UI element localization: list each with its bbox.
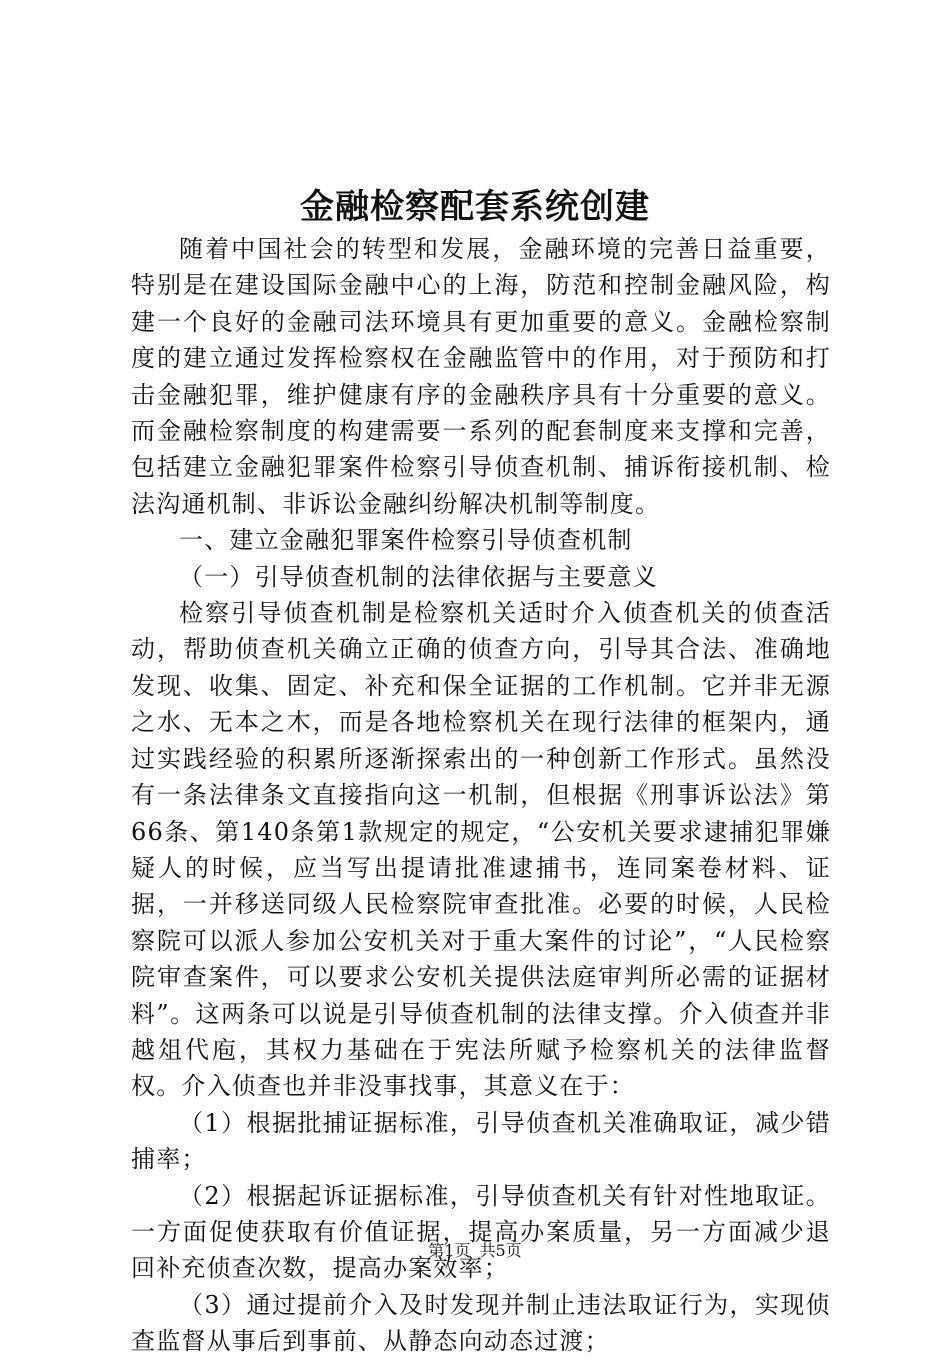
page-number: 第1页 bbox=[428, 1241, 471, 1260]
document-body bbox=[131, 231, 831, 1360]
list-item-1: （1）根据批捕证据标准，引导侦查机关准确取证，减少错捕率； bbox=[131, 1108, 831, 1174]
page-footer bbox=[0, 1240, 950, 1262]
paragraph-intro: 随着中国社会的转型和发展，金融环境的完善日益重要，特别是在建设国际金融中心的上海，防范和控制金融风险，构建一个良好的金融司法环境具有更加重要的意义。金融检察制度的建立通过发挥检察权在金融监管中的作用，对于预防和打击金融犯罪，维护健康有序的金融秩序具有十分重要的意义。而金融检察制度的构建需要一系列的配套制度来支撑和完善，包括建立金融犯罪案件检察引导侦查机制、捕诉衔接机制、检法沟通机制、非诉讼金融纠纷解决机制等制度。 bbox=[131, 235, 831, 518]
subsection-heading-1: （一）引导侦查机制的法律依据与主要意义 bbox=[179, 562, 658, 591]
document-title: 金融检察配套系统创建 bbox=[300, 187, 650, 227]
list-item-2: （2）根据起诉证据标准，引导侦查机关有针对性地取证。一方面促使获取有价值证据，提高办案质量，另一方面减少退回补充侦查次数，提高办案效率； bbox=[131, 1181, 831, 1283]
list-item-3: （3）通过提前介入及时发现并制止违法取证行为，实现侦查监督从事后到事前、从静态向动态过渡； bbox=[131, 1290, 831, 1356]
page-total: 共5页 bbox=[479, 1241, 522, 1260]
section-heading-1: 一、建立金融犯罪案件检察引导侦查机制 bbox=[179, 526, 633, 555]
paragraph-guidance-mechanism: 检察引导侦查机制是检察机关适时介入侦查机关的侦查活动，帮助侦查机关确立正确的侦查方向，引导其合法、准确地发现、收集、固定、补充和保全证据的工作机制。它并非无源之水、无本之木，而是各地检察机关在现行法律的框架内，通过实践经验的积累所逐渐探索出的一种创新工作形式。虽然没有一条法律条文直接指向这一机制，但根据《刑事诉讼法》第66条、第140条第1款规定的规定，“公安机关要求逮捕犯罪嫌疑人的时候，应当写出提请批准逮捕书，连同案卷材料、证据，一并移送同级人民检察院审查批准。必要的时候，人民检察院可以派人参加公安机关对于重大案件的讨论”，“人民检察院审查案件，可以要求公安机关提供法庭审判所必需的证据材料”。这两条可以说是引导侦查机制的法律支撑。介入侦查并非越俎代庖，其权力基础在于宪法所赋予检察机关的法律监督权。介入侦查也并非没事找事，其意义在于： bbox=[131, 599, 831, 1101]
